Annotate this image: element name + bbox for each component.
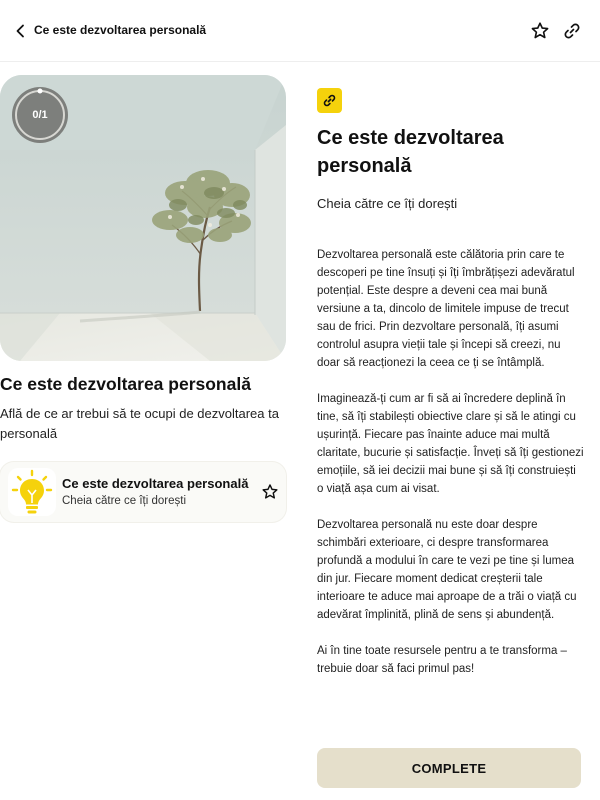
article-paragraph: Dezvoltarea personală este călătoria prin care te descoperi pe tine însuți și îți îmbrățișezi adevăratul potențial. Este despre a deveni cea mai bună versiune a ta, dincolo de limitele impuse de trecut sau de frici. Prin dezvoltare personală, îți asumi controlul asupra vieții tale și începi să creezi, nu doar să reacționezi la ceea ce ți se întâmplă. [317, 249, 575, 369]
top-bar [0, 0, 600, 62]
article-title: Ce este dezvoltarea personală [317, 127, 504, 177]
link-badge [317, 88, 342, 113]
lesson-title: Ce este dezvoltarea personală [0, 374, 251, 394]
article-subtitle: Cheia către ce îți dorești [317, 196, 458, 211]
card-subtitle: Cheia către ce îți dorești [62, 495, 187, 507]
page-title: Ce este dezvoltarea personală [34, 23, 207, 37]
article-body [317, 246, 585, 696]
progress-indicator [12, 87, 68, 143]
article-paragraph: Ai în tine toate resursele pentru a te transforma – trebuie doar să faci primul pas! [317, 645, 567, 675]
card-favorite-star-icon[interactable] [261, 483, 279, 501]
favorite-star-icon[interactable] [530, 21, 550, 41]
progress-label: 0/1 [32, 109, 48, 121]
back-arrow-icon[interactable] [12, 22, 30, 40]
lesson-card[interactable] [0, 462, 286, 522]
lesson-hero-image [0, 75, 286, 361]
article-paragraph: Dezvoltarea personală nu este doar despre schimbări exterioare, ci despre transformarea profundă a modului în care te vezi pe tine și lumea din jur. Fiecare moment dedicat creșterii tale interioare te aduce mai aproape de a trăi o viață cu adevărat împlinită, plină de sens și abundență. [317, 519, 577, 621]
share-link-icon[interactable] [562, 21, 582, 41]
link-icon [322, 93, 337, 108]
card-thumbnail [8, 468, 56, 516]
article-paragraph: Imaginează-ți cum ar fi să ai încredere deplină în tine, să îți stabilești obiective clare și să le atingi cu ușurință. Fiecare pas înainte aduce mai multă claritate, bucurie și satisfacție. Înveți să îți gestionezi emoțiile, să iei decizii mai bune și să îți construiești o viață așa cum ai visat. [317, 393, 584, 495]
lightbulb-icon [8, 468, 56, 516]
lesson-subtitle: Află de ce ar trebui să te ocupi de dezvoltarea ta personală [0, 406, 279, 441]
card-title: Ce este dezvoltarea personală [62, 476, 249, 491]
complete-button[interactable]: COMPLETE [317, 748, 581, 788]
